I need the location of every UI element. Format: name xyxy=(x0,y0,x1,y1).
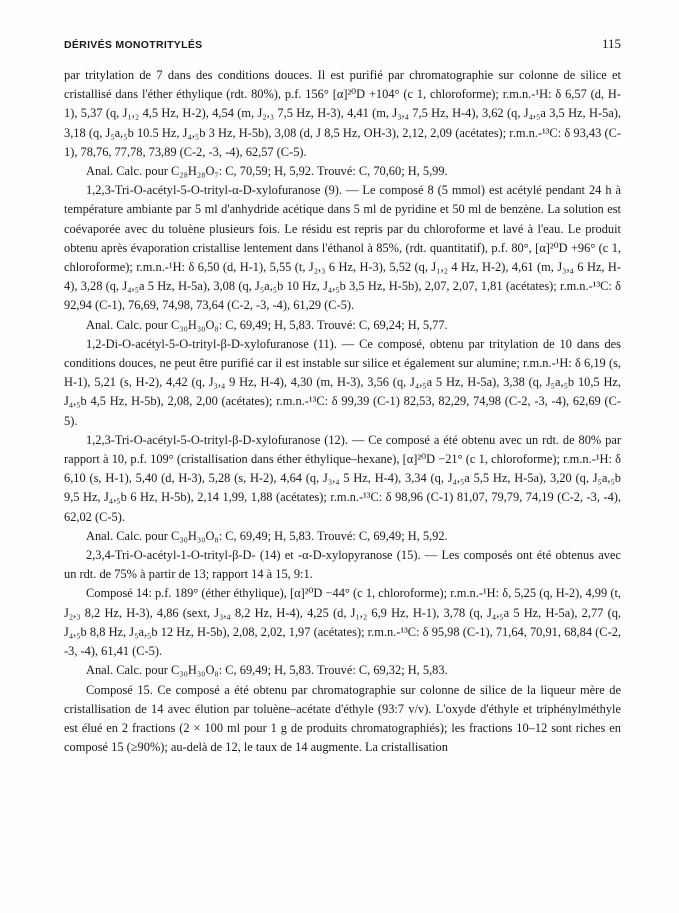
paragraph-compound-11: 1,2-Di-O-acétyl-5-O-trityl-β-D-xylofuranose (11). — Ce composé, obtenu par tritylation de 10 dans des conditions douces, ne peut être purifié car il est instable sur silice et également sur alumine; r.m.n.-¹H: δ 6,19 (s, H-1), 5,21 (s, H-2), 4,42 (q, J₃,₄ 9 Hz, H-4), 4,30 (m, H-3), 3,56 (q, J₄,₅a 5 Hz, H-5a), 3,38 (q, J₅a,₅b 10,5 Hz, J₄,₅b 4,5 Hz, H-5b), 2,08, 2,00 (acétates); r.m.n.-¹³C: δ 99,39 (C-1) 82,53, 82,29, 74,98 (C-2, -3, -4), 62,69 (C-5). xyxy=(64,336,621,428)
paragraph-compound-14: Composé 14: p.f. 189° (éther éthylique), [α]²⁰D −44° (c 1, chloroforme); r.m.n.-¹H: δ, 5,25 (q, H-2), 4,99 (t, J₂,₃ 8,2 Hz, H-3), 4,86 (sext, J₃,₄ 8,2 Hz, H-4), 4,25 (d, J₁,₂ 6,9 Hz, H-1), 3,78 (q, J₄,₅a 5 Hz, H-5a), 2,77 (q, J₄,₅b 8,8 Hz, J₅a,₅b 12 Hz, H-5b), 2,08, 2,02, 1,97 (acétates); r.m.n.-¹³C: δ 95,98 (C-1), 71,64, 70,91, 68,84 (C-2, -3, -4), 61,41 (C-5). xyxy=(64,586,621,659)
paragraph-compounds-14-15: 2,3,4-Tri-O-acétyl-1-O-trityl-β-D- (14) et -α-D-xylopyranose (15). — Les composés ont été obtenus avec un rdt. de 75% à partir de 13; rapport 14 à 15, 9:1. xyxy=(64,548,621,582)
paragraph-anal-14: Anal. Calc. pour C₃₀H₃₀O₈: C, 69,49; H, 5,83. Trouvé: C, 69,32; H, 5,83. xyxy=(86,663,448,678)
paragraph-anal-12: Anal. Calc. pour C₃₀H₃₀O₈: C, 69,49; H, 5,83. Trouvé: C, 69,49; H, 5,92. xyxy=(86,528,448,543)
running-title: DÉRIVÉS MONOTRITYLÉS xyxy=(64,39,203,51)
paragraph-compound-9: 1,2,3-Tri-O-acétyl-5-O-trityl-α-D-xylofuranose (9). — Le composé 8 (5 mmol) est acétylé pendant 24 h à température ambiante par 5 ml d'anhydride acétique dans 5 ml de pyridine et 50 ml de benzène. La solution est coévaporée avec du toluène plusieurs fois. Le résidu est repris par du chloroforme et lavé à l'eau. Le produit obtenu après évaporation cristallise lentement dans l'éthanol à 85%, (rdt. quantitatif), p.f. 80°, [α]²⁰D +96° (c 1, chloroforme); r.m.n.-¹H: δ 6,50 (d, H-1), 5,55 (t, J₂,₃ 6 Hz, H-3), 5,52 (q, J₁,₂ 4 Hz, H-2), 4,61 (m, J₃,₄ 6 Hz, H-4), 3,28 (q, J₄,₅a 5 Hz, H-5a), 3,08 (q, J₅a,₅b 10 Hz, J₄,₅b 3,5 Hz, H-5b), 2,07, 2,07, 1,81 (acétates); r.m.n.-¹³C: δ 92,94 (C-1), 76,69, 74,98, 73,64 (C-2, -3, -4), 61,29 (C-5). xyxy=(64,183,621,313)
paragraph-anal-8: Anal. Calc. pour C₂₈H₂₈O₇: C, 70,59; H, 5,92. Trouvé: C, 70,60; H, 5,99. xyxy=(86,164,448,179)
paragraph-compound-15: Composé 15. Ce composé a été obtenu par chromatographie sur colonne de silice de la liqueur mère de cristallisation de 14 avec élution par toluène–acétate d'éthyle (93:7 v/v). L'oxyde d'éthyle et triphénylméthyle est élué en 2 fractions (2 × 100 ml pour 1 g de produits chromatographiés); les fractions 10–12 sont riches en composé 15 (≥90%); au-delà de 12, le taux de 14 augmente. La cristallisation xyxy=(64,682,621,755)
paragraph-compound-8-data: par tritylation de 7 dans des conditions douces. Il est purifié par chromatographie sur colonne de silice et cristallisé dans l'éther éthylique (rdt. 80%), p.f. 156° [α]²⁰D +104° (c 1, chloroforme); r.m.n.-¹H: δ 6,57 (d, H-1), 5,37 (q, J₁,₂ 4,5 Hz, H-2), 4,54 (m, J₂,₃ 7,5 Hz, H-3), 4,41 (m, J₃,₄ 7,5 Hz, H-4), 3,62 (q, J₄,₅a 3,5 Hz, H-5a), 3,18 (q, J₅a,₅b 10.5 Hz, J₄,₅b 3 Hz, H-5b), 3,08 (d, J 8,5 Hz, OH-3), 2,12, 2,09 (acétates); r.m.n.-¹³C: δ 93,43 (C-1), 78,76, 77,78, 73,89 (C-2, -3, -4), 62,57 (C-5). xyxy=(64,68,621,159)
page-number: 115 xyxy=(601,36,621,51)
body-text xyxy=(64,66,621,757)
page-header xyxy=(64,36,621,52)
paragraph-anal-9: Anal. Calc. pour C₃₀H₃₀O₈: C, 69,49; H, 5,83. Trouvé: C, 69,24; H, 5,77. xyxy=(86,317,448,332)
paragraph-compound-12: 1,2,3-Tri-O-acétyl-5-O-trityl-β-D-xylofuranose (12). — Ce composé a été obtenu avec un rdt. de 80% par rapport à 10, p.f. 109° (cristallisation dans éther éthylique–hexane), [α]²⁰D −21° (c 1, chloroforme); r.m.n.-¹H: δ 6,10 (s, H-1), 5,40 (d, H-3), 5,28 (s, H-2), 4,64 (q, J₃,₄ 5 Hz, H-4), 3,34 (q, J₄,₅a 5,5 Hz, H-5a), 3,20 (q, J₅a,₅b 9,5 Hz, J₄,₅b 6 Hz, H-5b), 2,14 1,99, 1,88 (acétates); r.m.n.-¹³C: δ 98,96 (C-1) 81,07, 79,79, 74,19 (C-2, -3, -4), 62,02 (C-5). xyxy=(64,432,621,524)
